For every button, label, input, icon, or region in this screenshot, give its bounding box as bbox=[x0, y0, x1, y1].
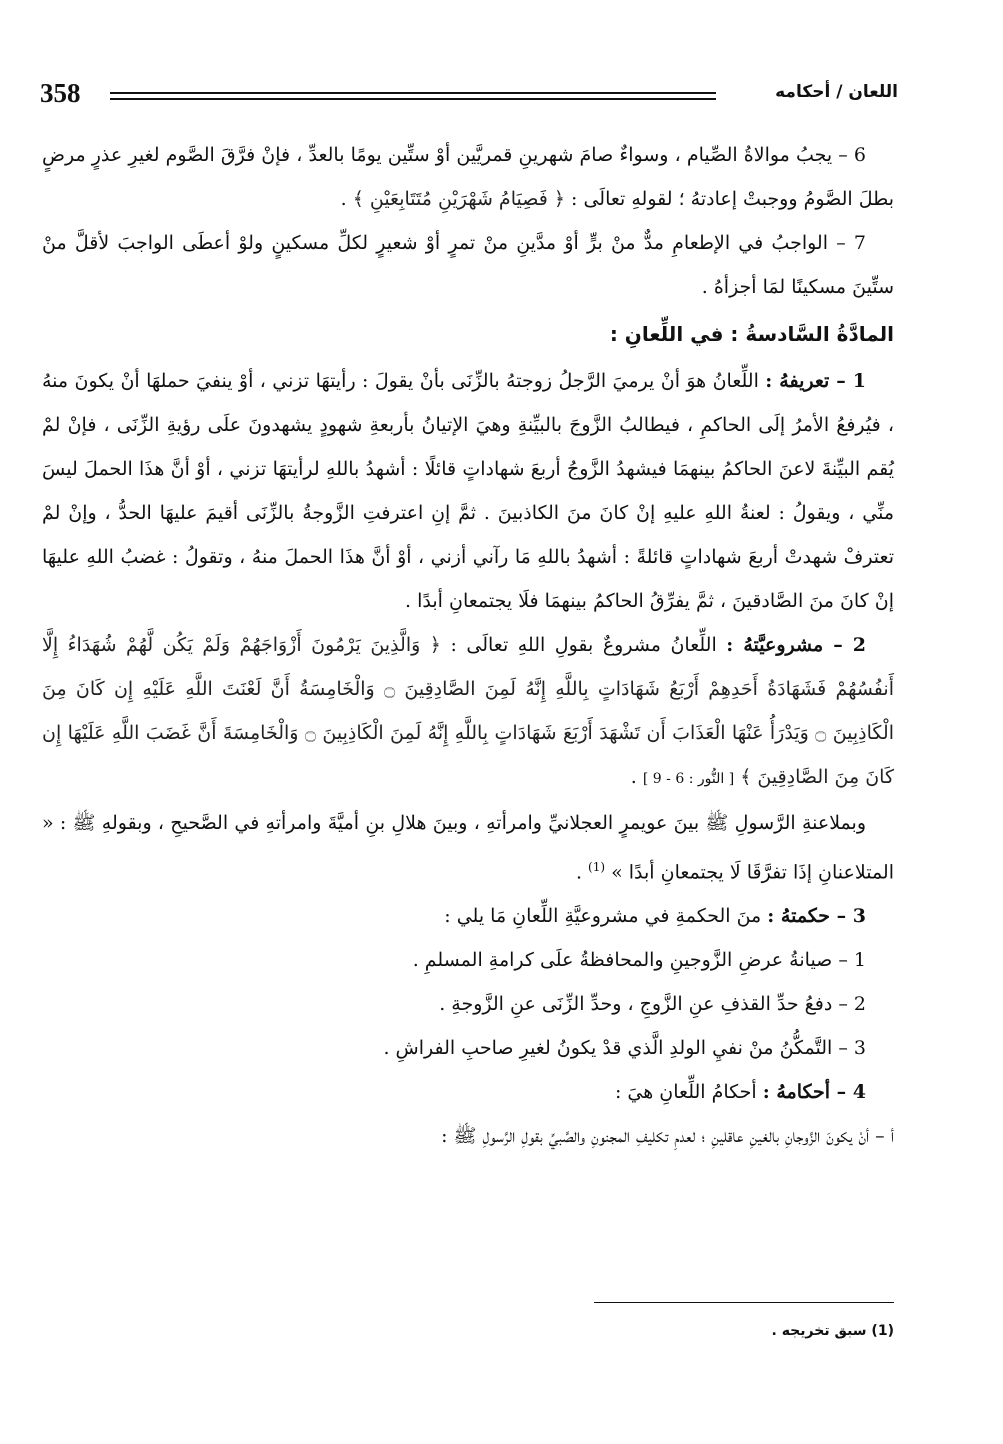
rulings-text: أحكامُ اللِّعانِ هيَ : bbox=[614, 1081, 757, 1104]
footnote-marker: (1) bbox=[588, 860, 606, 874]
wisdom-item: 1 – صيانةُ عرضِ الزَّوجينِ والمحافظةُ علَى كرامةِ المسلمِ . bbox=[412, 949, 866, 972]
definition-text: اللِّعانُ هوَ أنْ يرميَ الرَّجلُ زوجتهُ بالزِّنَى بأنْ يقولَ : رأيتهَا تزني ، أوْ ينفيَ حملهَا أنْ يكونَ منهُ ، فيُرفعُ الأمرُ إلَى الحاكمِ ، فيطالبُ الزَّوجَ بالبيِّنةِ وهيَ الإتيانُ بأربعةِ شهودٍ يشهدونَ علَى رؤيةِ الزِّنَى ، فإنْ لمْ يُقم البيِّنةَ لاعنَ الحاكمُ بينهمَا فيشهدُ الزَّوجُ أربعَ شهاداتٍ قائلًا : أشهدُ باللهِ لرأيتهَا تزني ، أوْ أنَّ هذَا الحملَ ليسَ منِّي ، ويقولُ : لعنةُ اللهِ عليهِ إنْ كانَ منَ الكاذبينَ . ثمَّ إنِ اعترفتِ الزَّوجةُ بالزِّنَى أقيمَ عليهَا الحدُّ ، وإنْ لمْ تعترفْ شهدتْ أربعَ شهاداتٍ قائلةً : أشهدُ باللهِ مَا رآني أزني ، أوْ أنَّ هذَا الحملَ منهُ ، وتقولُ : غضبُ اللهِ عليهَا إنْ كانَ منَ الصَّادقينَ ، ثمَّ يفرِّقُ الحاكمُ بينهمَا فلَا يجتمعانِ أبدًا . bbox=[42, 370, 894, 612]
paragraph-7 bbox=[42, 221, 894, 309]
running-header bbox=[40, 76, 898, 116]
legitimacy-label: 2 – مشروعيَّتهُ : bbox=[726, 634, 867, 656]
legitimacy-paragraph bbox=[42, 623, 894, 801]
paragraph-7-text: 7 – الواجبُ في الإطعامِ مدٌّ منْ برٍّ أوْ مدَّينِ منْ تمرٍ أوْ شعيرٍ لكلِّ مسكينٍ ولوْ أعطَى الواجبَ لأقلَّ منْ ستِّينَ مسكينًا لمَا أجزأهُ . bbox=[42, 232, 894, 298]
hadith-text: وبملاعنةِ الرَّسولِ ﷺ بينَ عويمرٍ العجلانيِّ وامرأتهِ ، وبينَ هلالِ بنِ أميَّةَ وامرأتهِ في الصَّحيحِ ، وبقولهِ ﷺ : « المتلاعنانِ إذَا تفرَّقَا لَا يجتمعانِ أبدًا » bbox=[42, 812, 894, 884]
hadith-end: . bbox=[575, 861, 582, 884]
quran-verse: ﴿ فَصِيَامُ شَهْرَيْنِ مُتَتَابِعَيْنِ ﴾ bbox=[352, 188, 565, 210]
rulings-item-a: أ – أنْ يكونَ الزَّوجانِ بالغينِ عاقلينِ ؛ لعدمِ تكليفِ المجنونِ والصَّبيِّ بقولِ الرَّسولِ ﷺ : bbox=[441, 1125, 894, 1148]
running-title: اللعان / أحكامه bbox=[775, 82, 898, 102]
wisdom-text: منَ الحكمةِ في مشروعيَّةِ اللِّعانِ مَا يلي : bbox=[444, 905, 762, 928]
paragraph-6-text: 6 – يجبُ موالاةُ الصِّيام ، وسواءٌ صامَ شهرينِ قمريَّين أوْ ستِّين يومًا بالعدِّ ، فإنْ فرَّقَ الصَّوم لغيرِ عذرٍ مرضٍ بطلَ الصَّومُ ووجبتْ إعادتهُ ؛ لقولهِ تعالَى : bbox=[42, 144, 894, 210]
hadith-paragraph bbox=[42, 801, 894, 894]
header-double-rule bbox=[110, 92, 716, 100]
section-heading: المادَّةُ السَّادسةُ : في اللِّعانِ : bbox=[609, 322, 894, 346]
wisdom-paragraph bbox=[42, 894, 894, 938]
page-number: 358 bbox=[40, 78, 81, 108]
wisdom-label: 3 – حكمتهُ : bbox=[767, 905, 866, 928]
body-text bbox=[42, 133, 894, 1158]
legitimacy-text: اللِّعانُ مشروعٌ بقولِ اللهِ تعالَى : bbox=[450, 634, 717, 656]
quran-verses: ﴿ وَالَّذِينَ يَرْمُونَ أَزْوَاجَهُمْ وَلَمْ يَكُن لَّهُمْ شُهَدَاءُ إِلَّا أَنفُسُهُمْ فَشَهَادَةُ أَحَدِهِمْ أَرْبَعُ شَهَادَاتٍ بِاللَّهِ إِنَّهُ لَمِنَ الصَّادِقِينَ ۝ وَالْخَامِسَةُ أَنَّ لَعْنَتَ اللَّهِ عَلَيْهِ إِن كَانَ مِنَ الْكَاذِبِينَ ۝ وَيَدْرَأُ عَنْهَا الْعَذَابَ أَن تَشْهَدَ أَرْبَعَ شَهَادَاتٍ بِاللَّهِ إِنَّهُ لَمِنَ الْكَاذِبِينَ ۝ وَالْخَامِسَةَ أَنَّ غَضَبَ اللَّهِ عَلَيْهَا إِن كَانَ مِنَ الصَّادِقِينَ ﴾ bbox=[42, 634, 894, 788]
footnote: (1) سبق تخريجه . bbox=[771, 1323, 894, 1339]
rulings-label: 4 – أحكامهُ : bbox=[762, 1081, 866, 1104]
paragraph-6 bbox=[42, 133, 894, 221]
wisdom-item: 3 – التَّمكُّنُ منْ نفيِ الولدِ الَّذي قدْ يكونُ لغيرِ صاحبِ الفراشِ . bbox=[383, 1037, 866, 1060]
definition-paragraph bbox=[42, 359, 894, 623]
wisdom-item: 2 – دفعُ حدِّ القذفِ عنِ الزَّوجِ ، وحدِّ الزِّنَى عنِ الزَّوجةِ . bbox=[439, 993, 866, 1016]
definition-label: 1 – تعريفهُ : bbox=[765, 370, 866, 392]
footnote-separator bbox=[594, 1302, 894, 1303]
rulings-paragraph bbox=[42, 1070, 894, 1114]
verse-reference: [ النُّور : 6 - 9 ] bbox=[642, 771, 735, 787]
legitimacy-end: . bbox=[630, 766, 637, 788]
paragraph-6-end: . bbox=[340, 188, 347, 210]
